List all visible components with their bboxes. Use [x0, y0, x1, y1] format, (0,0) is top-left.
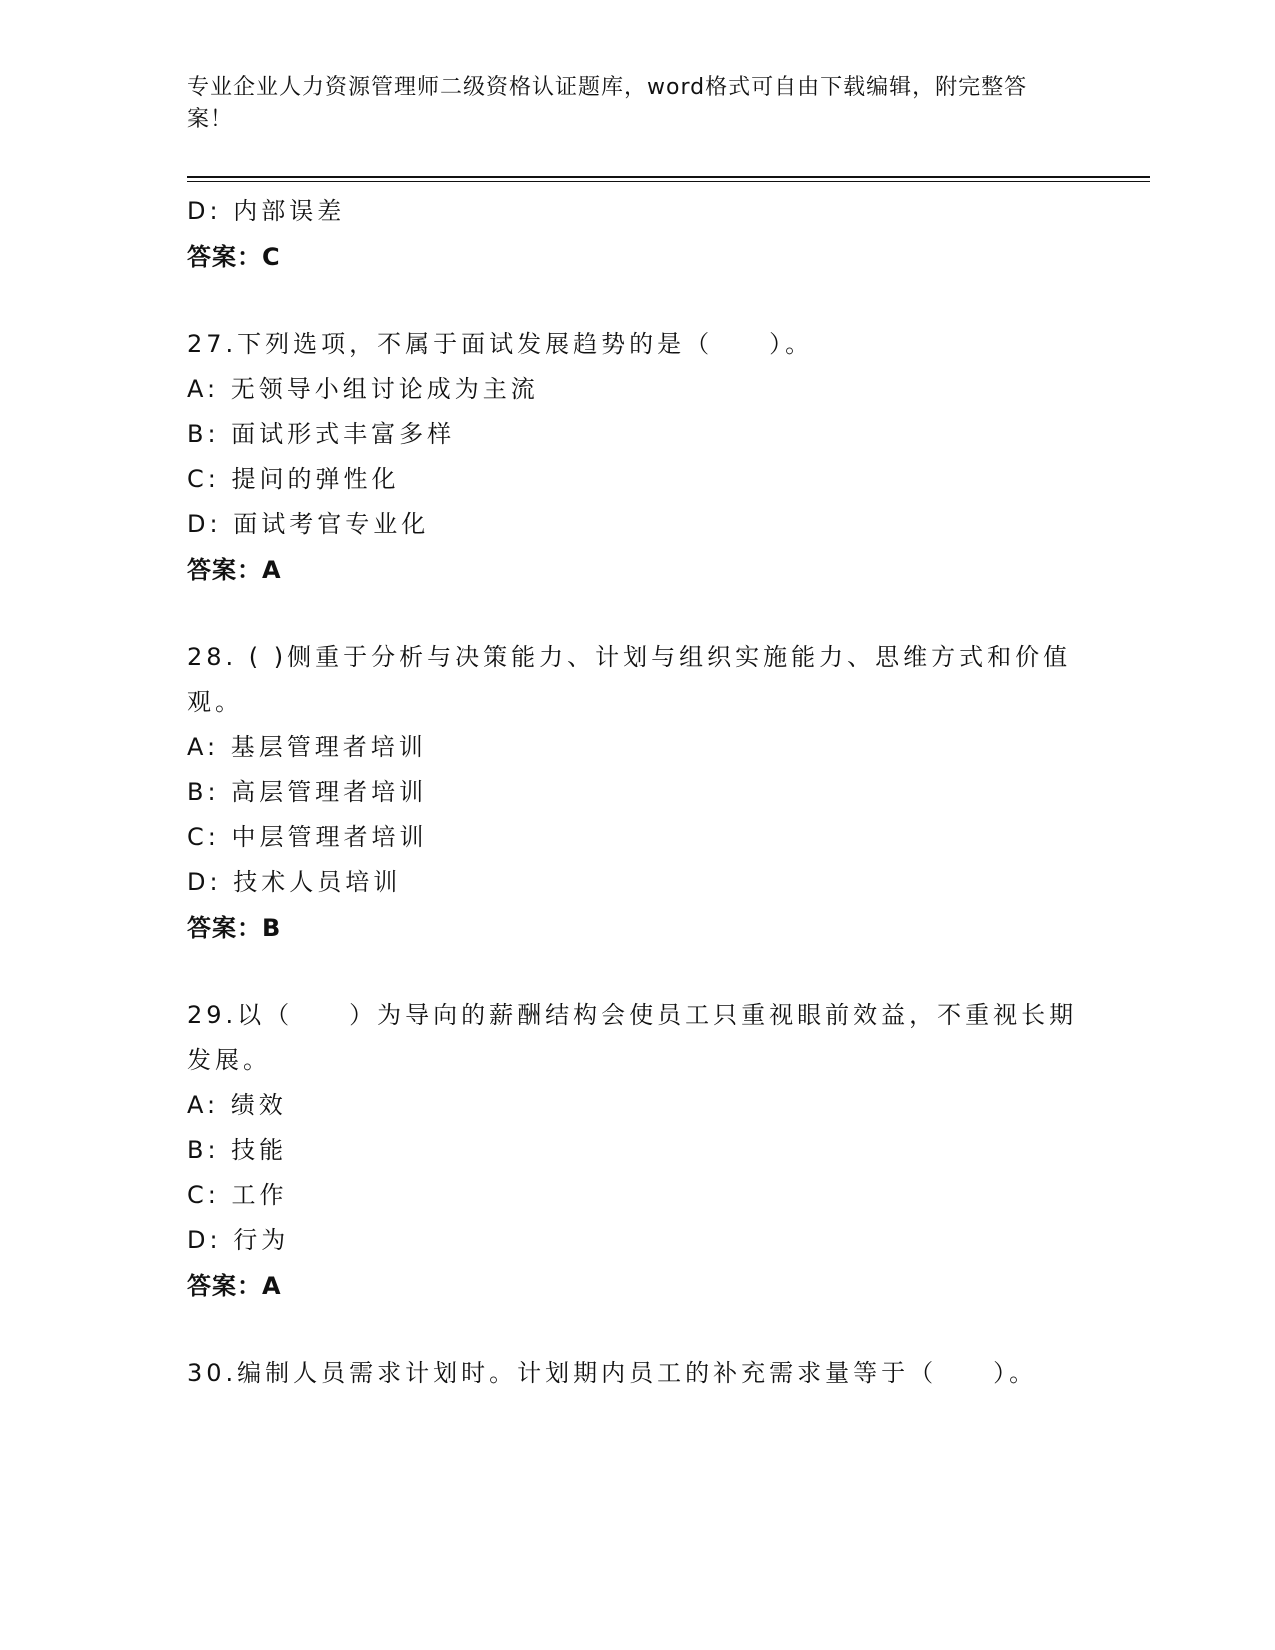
answer-line: 答案：C	[187, 243, 281, 271]
question-stem: 27.下列选项，不属于面试发展趋势的是（ ）。	[187, 330, 814, 358]
question-list	[187, 189, 1087, 1396]
question-stem: 29.以（ ）为导向的薪酬结构会使员工只重视眼前效益，不重视长期发展。	[187, 1001, 1078, 1074]
option-c: C: 提问的弹性化	[187, 465, 400, 493]
header-rule-thin	[187, 181, 1150, 182]
option-b: B: 技能	[187, 1136, 288, 1164]
question-stem: 30.编制人员需求计划时。计划期内员工的补充需求量等于（ ）。	[187, 1359, 1038, 1387]
document-header: 专业企业人力资源管理师二级资格认证题库，word格式可自由下载编辑，附完整答案！	[187, 75, 1028, 132]
option-d: D: 面试考官专业化	[187, 510, 430, 538]
answer-line: 答案：A	[187, 556, 282, 584]
option-b: B: 高层管理者培训	[187, 778, 428, 806]
header-rule-thick	[187, 176, 1150, 178]
option-d: D: 行为	[187, 1226, 290, 1254]
option-c: C: 中层管理者培训	[187, 823, 428, 851]
option-a: A: 绩效	[187, 1091, 287, 1119]
answer-line: 答案：A	[187, 1272, 282, 1300]
question-stem: 28. ( )侧重于分析与决策能力、计划与组织实施能力、思维方式和价值观。	[187, 643, 1072, 716]
question-27	[187, 322, 1087, 593]
question-28	[187, 635, 1087, 951]
answer-line: 答案：B	[187, 914, 282, 942]
option-d: D: 内部误差	[187, 197, 346, 225]
option-c: C: 工作	[187, 1181, 288, 1209]
question-30	[187, 1351, 1087, 1396]
question-29	[187, 993, 1087, 1309]
option-b: B: 面试形式丰富多样	[187, 420, 456, 448]
option-d: D: 技术人员培训	[187, 868, 402, 896]
option-a: A: 无领导小组讨论成为主流	[187, 375, 539, 403]
option-a: A: 基层管理者培训	[187, 733, 427, 761]
